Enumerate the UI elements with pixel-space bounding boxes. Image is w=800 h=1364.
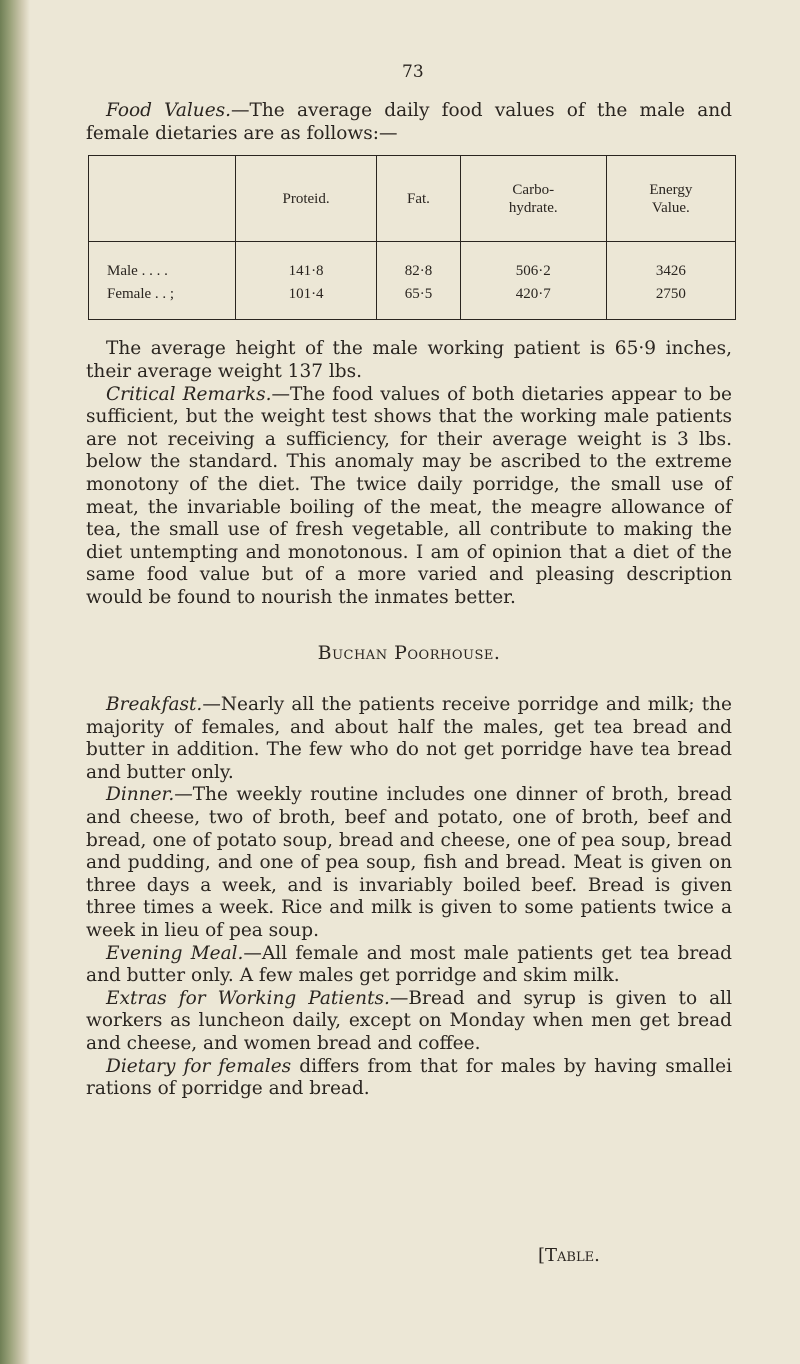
- intro-text: —The average daily food values of the male and female dietaries are as follows:—: [86, 100, 732, 144]
- page-body: [86, 70, 732, 1101]
- header-energy: [606, 156, 735, 242]
- breakfast-text: —Nearly all the patients receive porridge and milk; the majority of females, and about half the males, get tea bread and butter in addition. The few who do not get porridge have tea bread and butter only.: [86, 694, 732, 783]
- height-paragraph: The average height of the male working patient is 65·9 inches, their average weight 137 lbs.: [86, 338, 732, 382]
- header-carbohydrate-text: Carbo- hydrate.: [508, 181, 558, 216]
- dietary-females-heading: Dietary for females: [106, 1055, 292, 1077]
- table-row: [89, 283, 736, 320]
- table-header-row: [89, 156, 736, 242]
- table-row: [89, 242, 736, 283]
- page-number: 73: [402, 62, 424, 82]
- dietary-females-text: differs from that for males by having smallei rations of porridge and bread.: [86, 1055, 732, 1100]
- book-spine-edge: [0, 0, 30, 1364]
- extras-paragraph: [86, 988, 732, 1056]
- dinner-heading: Dinner.: [106, 784, 175, 806]
- header-blank: [89, 156, 236, 242]
- critical-remarks-paragraph: [86, 384, 732, 610]
- dietary-females-paragraph: [86, 1056, 732, 1101]
- food-values-table: [88, 155, 736, 320]
- cell-energy: 2750: [606, 283, 735, 320]
- catchword: [Table.: [538, 1245, 600, 1266]
- cell-fat: 65·5: [377, 283, 461, 320]
- breakfast-heading: Breakfast.: [106, 694, 203, 716]
- row-label: Female . . ;: [89, 283, 236, 320]
- critical-remarks-text: —The food values of both dietaries appear to be sufficient, but the weight test shows that the working male patients are not receiving a sufficiency, for their average weight is 3 lbs. below the standard. This anomaly may be ascribed to the extreme monotony of the diet. The twice daily porridge, the small use of meat, the invariable boiling of the meat, the meagre allowance of tea, the small use of fresh vegetable, all contribute to making the diet untempting and monotonous. I am of opinion that a diet of the same food value but of a more varied and pleasing description would be found to nourish the inmates better.: [86, 383, 732, 608]
- dinner-paragraph: [86, 784, 732, 942]
- extras-heading: Extras for Working Patients.: [106, 987, 390, 1009]
- header-proteid: Proteid.: [236, 156, 377, 242]
- evening-meal-heading: Evening Meal.: [106, 942, 244, 964]
- cell-carbohydrate: 420·7: [460, 283, 606, 320]
- header-energy-text: Energy Value.: [649, 181, 693, 216]
- header-carbohydrate: [460, 156, 606, 242]
- dinner-text: —The weekly routine includes one dinner of broth, bread and cheese, two of broth, beef and potato, one of broth, beef and bread, one of potato soup, bread and cheese, one of pea soup, bread and pudding, and one of pea soup, fish and bread. Meat is given on three days a week, and is invariably boiled beef. Bread is given three times a week. Rice and milk is given to some patients twice a week in lieu of pea soup.: [86, 784, 732, 942]
- cell-carbohydrate: 506·2: [460, 242, 606, 283]
- evening-meal-paragraph: [86, 943, 732, 988]
- intro-heading: Food Values.: [106, 100, 232, 121]
- section-title: Buchan Poorhouse.: [317, 641, 501, 664]
- cell-proteid: 101·4: [236, 283, 377, 320]
- cell-energy: 3426: [606, 242, 735, 283]
- extras-text: —Bread and syrup is given to all workers as luncheon daily, except on Monday when men get bread and cheese, and women bread and coffee.: [86, 987, 732, 1054]
- row-label: Male . . . .: [89, 242, 236, 283]
- cell-fat: 82·8: [377, 242, 461, 283]
- cell-proteid: 141·8: [236, 242, 377, 283]
- breakfast-paragraph: [86, 694, 732, 784]
- intro-paragraph: [86, 100, 732, 145]
- critical-remarks-heading: Critical Remarks.: [106, 383, 272, 405]
- evening-meal-text: —All female and most male patients get tea bread and butter only. A few males get porridge and skim milk.: [86, 942, 732, 987]
- header-fat: Fat.: [377, 156, 461, 242]
